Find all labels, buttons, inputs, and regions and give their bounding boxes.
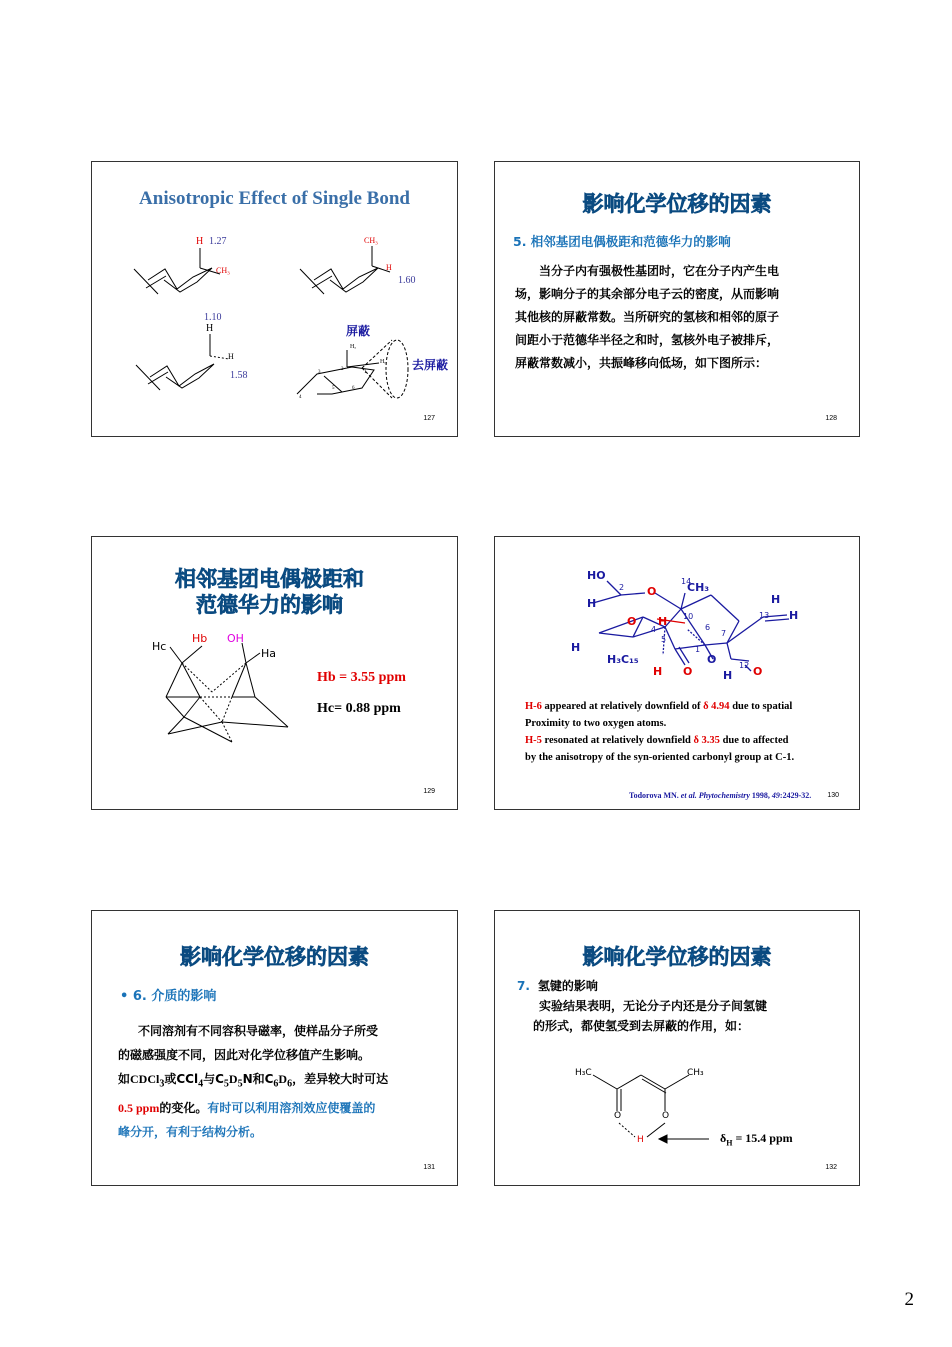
subscript: 4 <box>198 1078 204 1090</box>
molecule-structure <box>495 537 861 811</box>
highlight-text: 有时可以利用溶剂效应使覆盖的 <box>207 1101 376 1116</box>
label-ch3-eq: CH₃ <box>216 266 230 275</box>
slide-paragraph <box>118 1019 453 1144</box>
label-h-eq: H <box>386 263 392 272</box>
label-n13: 13 <box>759 611 770 620</box>
slide-number: 132 <box>825 1164 837 1171</box>
label-h: H <box>637 1135 644 1145</box>
item-title: 氢键的影响 <box>537 979 598 993</box>
label-o2: O <box>662 1111 670 1121</box>
highlight-value: 0.5 ppm <box>118 1101 160 1116</box>
label-n10: 10 <box>683 612 694 621</box>
slide-129 <box>91 536 458 810</box>
label-n4: 4 <box>299 395 302 400</box>
cyclohexane-structures <box>92 162 459 438</box>
label-he: Hₑ <box>380 359 386 365</box>
text: 如CDCl <box>118 1072 160 1086</box>
note-delta: δ 3.35 <box>693 735 720 746</box>
slide-128 <box>494 161 860 437</box>
label-n6: 6 <box>352 386 355 391</box>
label-n7: 7 <box>721 629 727 638</box>
label-n1: 1 <box>364 370 367 375</box>
paragraph-line: 当分子内有强极性基团时，它在分子内产生电 <box>539 264 780 278</box>
paragraph-line: 的磁感强度不同，因此对化学位移值产生影响。 <box>118 1048 371 1062</box>
label-oh: OH <box>227 632 244 645</box>
label-o1: O <box>614 1111 622 1121</box>
text: N和C <box>242 1072 274 1086</box>
label-ch3-ax: CH₃ <box>364 236 378 245</box>
label-127: 1.27 <box>209 236 227 247</box>
label-h-top-right: H <box>771 593 781 606</box>
label-h-low: H <box>653 665 663 678</box>
label-deshield: 去屏蔽 <box>412 358 449 372</box>
note-line <box>525 698 855 715</box>
item-line2: 的形式，都使氢受到去屏蔽的作用，如： <box>533 1019 750 1033</box>
slide-subtitle: 5. 相邻基团电偶极距和范德华力的影响 <box>513 234 731 249</box>
paragraph-line: 间距小于范德华半径之和时，氢核外电子被排斥， <box>515 333 780 347</box>
slide-title-line1: 相邻基团电偶极距和 <box>175 567 364 591</box>
delta-value <box>720 1131 793 1147</box>
label-hc: Hc <box>152 640 167 653</box>
label-h-right: H <box>789 609 799 622</box>
label-n6: 6 <box>705 623 711 632</box>
slide-130 <box>494 536 860 810</box>
slide-number: 130 <box>827 792 839 799</box>
note-text: appeared at relatively downfield of <box>541 701 704 712</box>
ref-volume: 49 <box>771 791 780 800</box>
slide-title: 影响化学位移的因素 <box>582 192 772 216</box>
label-n14: 14 <box>681 577 692 586</box>
paragraph-line: 不同溶剂有不同容积导磁率，使样品分子所受 <box>138 1024 379 1038</box>
paragraph-line <box>118 1067 453 1096</box>
note-red: H-6 <box>525 701 542 712</box>
label-o-top: O <box>647 585 657 598</box>
label-ch3: CH₃ <box>687 581 710 594</box>
label-o-mid: O <box>627 615 637 628</box>
label-n1: 1 <box>695 645 701 654</box>
label-o-co1: O <box>683 665 693 678</box>
slide-127 <box>91 161 458 437</box>
label-158: 1.58 <box>230 370 248 381</box>
paragraph-line <box>118 1096 453 1120</box>
paragraph-line: 屏蔽常数减小，共振峰移向低场，如下图所示： <box>515 356 768 370</box>
label-ch3: CH₃ <box>687 1068 704 1078</box>
text: ，差异较大时可达 <box>292 1072 389 1086</box>
hb-value: Hb = 3.55 ppm <box>317 670 406 685</box>
label-n2: 2 <box>619 583 625 592</box>
label-h-left1: H <box>587 597 597 610</box>
item-number: 7. <box>517 979 530 993</box>
label-ha: Hₐ <box>350 344 356 350</box>
slide-132 <box>494 910 860 1186</box>
slide-title: Anisotropic Effect of Single Bond <box>139 188 410 209</box>
label-h3c: H₃C <box>575 1068 592 1078</box>
note-text: due to spatial <box>729 701 793 712</box>
page-number: 2 <box>904 1289 914 1310</box>
ref-etal: et al. Phytochemistry <box>680 791 750 800</box>
subscript: 5 <box>237 1078 243 1090</box>
text: 与C <box>203 1072 224 1086</box>
slide-131 <box>91 910 458 1186</box>
ref-pages: :2429-32. <box>779 791 812 800</box>
label-110: 1.10 <box>204 312 222 323</box>
subscript: 6 <box>287 1078 293 1090</box>
label-ho: HO <box>587 569 606 582</box>
delta-symbol: δ <box>720 1131 727 1145</box>
label-h-left2: H <box>571 641 581 654</box>
slide-number: 131 <box>423 1164 435 1171</box>
label-h-axial: H <box>196 236 204 247</box>
label-n3: 3 <box>318 370 321 375</box>
subscript: 5 <box>223 1078 229 1090</box>
ref-authors: Todorova MN. <box>629 791 681 800</box>
label-hb: Hb <box>192 632 208 645</box>
slide-number: 128 <box>825 415 837 422</box>
slide-paragraph <box>515 260 850 375</box>
note-line: Proximity to two oxygen atoms. <box>525 718 667 729</box>
label-160: 1.60 <box>398 275 416 286</box>
subscript: 3 <box>159 1078 165 1090</box>
slide-number: 127 <box>423 415 435 422</box>
slide-title: 影响化学位移的因素 <box>582 945 772 969</box>
hc-value: Hc= 0.88 ppm <box>317 701 401 716</box>
paragraph-line: 其他核的屏蔽常数。当所研究的氢核和相邻的原子 <box>515 310 780 324</box>
label-n5: 5 <box>661 635 667 644</box>
label-shield: 屏蔽 <box>346 324 371 338</box>
bullet-heading: • 6. 介质的影响 <box>120 989 217 1004</box>
text: 或CCl <box>164 1072 199 1086</box>
note-red: H-5 <box>525 735 542 746</box>
label-n2: 2 <box>341 367 344 372</box>
text: D <box>228 1072 238 1086</box>
subscript: 6 <box>273 1078 279 1090</box>
note-line <box>525 732 855 749</box>
slide-title: 影响化学位移的因素 <box>180 945 369 969</box>
ref-year: 1998, <box>749 791 772 800</box>
label-o-ring: O <box>707 653 717 666</box>
reference <box>629 791 811 800</box>
label-h3c15: H₃C₁₅ <box>607 653 639 666</box>
label-ha: Ha <box>261 647 277 660</box>
slide-title-line2: 范德华力的影响 <box>196 593 343 617</box>
label-n4: 4 <box>651 625 657 634</box>
slide-notes <box>525 698 855 766</box>
slide-number: 129 <box>423 788 435 795</box>
note-text: due to affected <box>719 735 789 746</box>
label-h-top: H <box>206 323 214 334</box>
label-h-eq2: H <box>228 352 234 361</box>
label-n12: 12 <box>739 661 750 670</box>
note-delta: δ 4.94 <box>703 701 730 712</box>
paragraph-line: 峰分开，有利于结构分析。 <box>118 1125 263 1140</box>
item-line1: 实验结果表明，无论分子内还是分子间氢键 <box>539 999 768 1013</box>
text: D <box>278 1072 288 1086</box>
delta-number: = 15.4 ppm <box>732 1131 793 1145</box>
paragraph-line: 场，影响分子的其余部分电子云的密度，从而影响 <box>515 287 780 301</box>
text: 的变化。 <box>159 1101 208 1116</box>
note-line: by the anisotropy of the syn-oriented carbonyl group at C-1. <box>525 752 795 763</box>
delta-subscript: H <box>726 1138 733 1148</box>
label-o-co2: O <box>753 665 763 678</box>
hydrogen-bond-structure <box>495 911 861 1187</box>
label-h5: H <box>658 615 668 628</box>
label-n5: 5 <box>332 386 335 391</box>
label-h-low2: H <box>723 669 733 682</box>
note-text: resonated at relatively downfield <box>541 735 694 746</box>
